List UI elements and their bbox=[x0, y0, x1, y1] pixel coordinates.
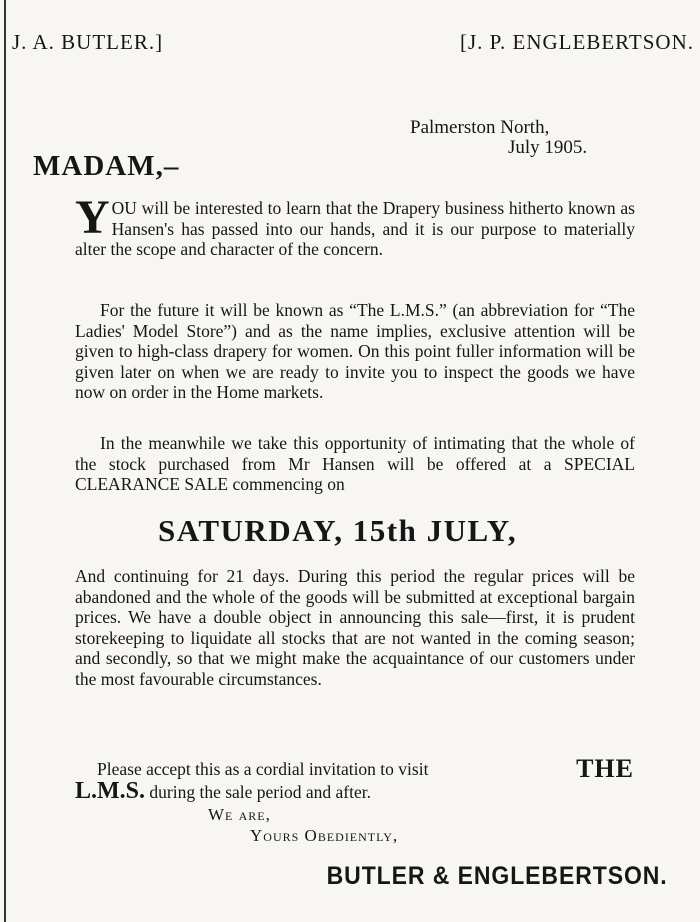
paragraph-clearance: In the meanwhile we take this opportunity of intimating that the whole of the stock purchased from Mr Hansen will be offered at a SPECIAL CLEARANCE SALE commencing on bbox=[75, 433, 635, 494]
invitation-lms: L.M.S. bbox=[75, 778, 146, 804]
salutation: MADAM,– bbox=[33, 150, 180, 182]
invitation-line1: Please accept this as a cordial invitation to visit bbox=[97, 759, 429, 779]
sale-date-heading: SATURDAY, 15th JULY, bbox=[158, 513, 518, 548]
invitation-line2 bbox=[75, 780, 640, 803]
letter-place: Palmerston North, bbox=[410, 117, 550, 138]
header-left-name: J. A. BUTLER.] bbox=[12, 30, 164, 54]
invitation-the: THE bbox=[576, 754, 634, 783]
letter-date: July 1905. bbox=[508, 137, 588, 158]
paragraph-duration: And continuing for 21 days. During this period the regular prices will be abandoned and the whole of the goods will be submitted at exceptional bargain prices. We have a double object in announcing this sale—first, it is prudent storekeeping to liquidate all stocks that are not wanted in the coming season; and secondly, so that we might make the acquaintance of our customers under the most favourable circumstances. bbox=[75, 566, 635, 689]
invitation bbox=[75, 754, 640, 804]
invitation-rest: during the sale period and after. bbox=[149, 782, 371, 802]
page-border-rule bbox=[4, 0, 6, 922]
header-right-name: [J. P. ENGLEBERTSON. bbox=[460, 30, 694, 54]
paragraph-future: For the future it will be known as “The L.M.S.” (an abbreviation for “The Ladies' Model Store”) and as the name implies, exclusive attention will be given to high-class drapery for women. On this point fuller information will be given later on when we are ready to invite you to inspect the goods we have now on order in the Home markets. bbox=[75, 300, 635, 402]
signature: BUTLER & ENGLEBERTSON. bbox=[327, 862, 668, 890]
paragraph-intro-text: OU will be interested to learn that the Drapery business hitherto known as Hansen's has passed into our hands, and it is our purpose to materially alter the scope and character of the concern. bbox=[75, 198, 635, 259]
closing-yours: Yours Obediently, bbox=[250, 826, 399, 845]
closing-we-are: We are, bbox=[208, 805, 271, 824]
drop-cap: Y bbox=[75, 191, 110, 244]
paragraph-intro bbox=[75, 191, 635, 260]
